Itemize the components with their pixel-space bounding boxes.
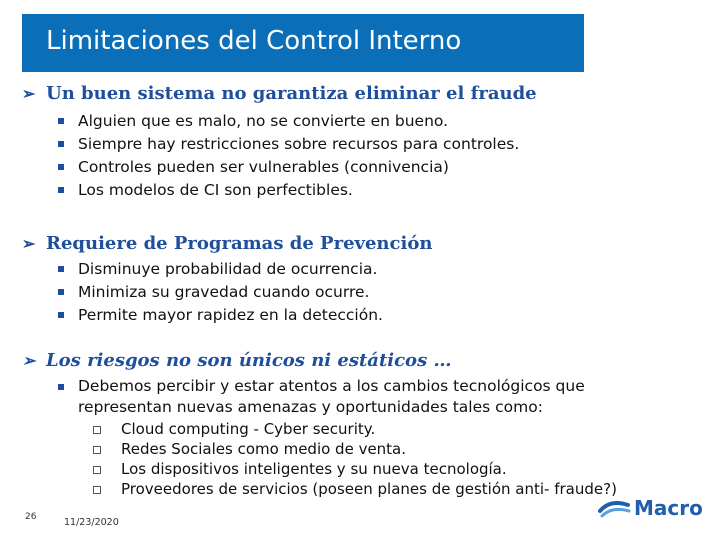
sublist-item: Proveedores de servicios (poseen planes de gestión anti- fraude?): [93, 479, 617, 499]
list-item: Controles pueden ser vulnerables (connivencia): [58, 156, 519, 179]
list-item: Disminuye probabilidad de ocurrencia.: [58, 258, 383, 281]
section-heading-3: [22, 350, 451, 371]
sublist-item: Los dispositivos inteligentes y su nueva tecnología.: [93, 459, 617, 479]
section-3-sublist: [93, 419, 617, 499]
hollow-square-bullet-icon: [93, 486, 101, 494]
arrow-bullet-icon: ➢: [22, 84, 36, 103]
square-bullet-icon: [58, 187, 64, 193]
arrow-bullet-icon: ➢: [22, 351, 36, 370]
sublist-item: Cloud computing - Cyber security.: [93, 419, 617, 439]
list-item: Permite mayor rapidez en la detección.: [58, 304, 383, 327]
section-2-list: [58, 258, 383, 327]
section-heading-2-text: Requiere de Programas de Prevención: [46, 233, 433, 254]
list-item: Minimiza su gravedad cuando ocurre.: [58, 281, 383, 304]
macro-logo: [598, 496, 703, 520]
macro-logo-icon: [598, 497, 632, 519]
section-heading-2: [22, 233, 432, 254]
square-bullet-icon: [58, 164, 64, 170]
list-item: Los modelos de CI son perfectibles.: [58, 179, 519, 202]
square-bullet-icon: [58, 141, 64, 147]
square-bullet-icon: [58, 312, 64, 318]
square-bullet-icon: [58, 266, 64, 272]
sublist-item: Redes Sociales como medio de venta.: [93, 439, 617, 459]
list-item: Debemos percibir y estar atentos a los cambios tecnológicos que representan nuevas amenazas y oportunidades tales como:: [58, 376, 678, 418]
section-heading-1: [22, 83, 537, 104]
arrow-bullet-icon: ➢: [22, 234, 36, 253]
footer-date: 11/23/2020: [64, 517, 119, 528]
section-heading-3-text: Los riesgos no son únicos ni estáticos …: [46, 350, 452, 371]
hollow-square-bullet-icon: [93, 466, 101, 474]
square-bullet-icon: [58, 118, 64, 124]
section-heading-1-text: Un buen sistema no garantiza eliminar el fraude: [46, 83, 537, 104]
list-item: Siempre hay restricciones sobre recursos para controles.: [58, 133, 519, 156]
page-number: 26: [25, 512, 37, 522]
page-title: Limitaciones del Control Interno: [46, 26, 462, 56]
list-item: Alguien que es malo, no se convierte en bueno.: [58, 110, 519, 133]
hollow-square-bullet-icon: [93, 446, 101, 454]
square-bullet-icon: [58, 289, 64, 295]
hollow-square-bullet-icon: [93, 426, 101, 434]
section-3-list: [58, 376, 678, 418]
section-1-list: [58, 110, 519, 202]
square-bullet-icon: [58, 384, 64, 390]
macro-logo-text: Macro: [634, 496, 703, 520]
